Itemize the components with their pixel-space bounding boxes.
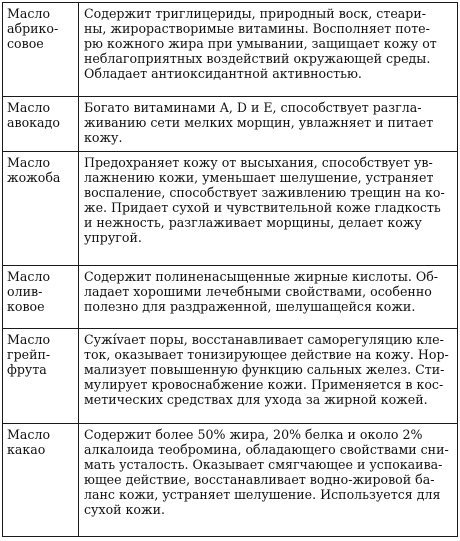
oils-table-body	[3, 3, 458, 537]
table-row	[3, 97, 458, 152]
oil-description: Предохраняет кожу от высыхания, способствует ув- лажнению кожи, уменьшает шелушение, устраняет воспаление, способствует заживлению трещин на ко- же. Придает сухой и чувствительной коже гладкость и нежность, разглаживает морщины, делает кожу упругой.	[79, 152, 458, 266]
oil-name: Масло жожоба	[3, 152, 79, 266]
table-row	[3, 152, 458, 266]
oil-description: Сужívает поры, восстанавливает саморегуляцию кле- ток, оказывает тонизирующее действие на кожу. Нор- мализует повышенную функцию сальных желез. Сти- мулирует кровоснабжение кожи. Применяется в кос- метических средствах для ухода за жирной кожей.	[79, 329, 458, 424]
oil-description: Содержит триглицериды, природный воск, стеари- ны, жирорастворимые витамины. Восполняет поте- рю кожного жира при умывании, защищает кожу от неблагоприятных воздействий окружающей среды. Обладает антиоксидантной активностью.	[79, 3, 458, 97]
oil-description: Содержит полиненасыщенные жирные кислоты. Об- ладает хорошими лечебными свойствами, особенно полезно для раздраженной, шелушащейся кожи.	[79, 266, 458, 329]
table-row	[3, 424, 458, 537]
oil-name: Масло абрико- совое	[3, 3, 79, 97]
oil-description: Содержит более 50% жира, 20% белка и около 2% алкалоида теобромина, обладающего свойствами сни- мать усталость. Оказывает смягчающее и успокаива- ющее действие, восстанавливает водно-жировой ба- ланс кожи, устраняет шелушение. Используется для сухой кожи.	[79, 424, 458, 537]
oil-name: Масло какао	[3, 424, 79, 537]
oil-name: Масло олив- ковое	[3, 266, 79, 329]
table-row	[3, 266, 458, 329]
table-row	[3, 329, 458, 424]
oil-description: Богато витаминами A, D и E, способствует разгла- живанию сети мелких морщин, увлажняет и питает кожу.	[79, 97, 458, 152]
oils-table	[2, 2, 458, 537]
oil-name: Масло авокадо	[3, 97, 79, 152]
table-row	[3, 3, 458, 97]
oil-name: Масло грейп- фрута	[3, 329, 79, 424]
